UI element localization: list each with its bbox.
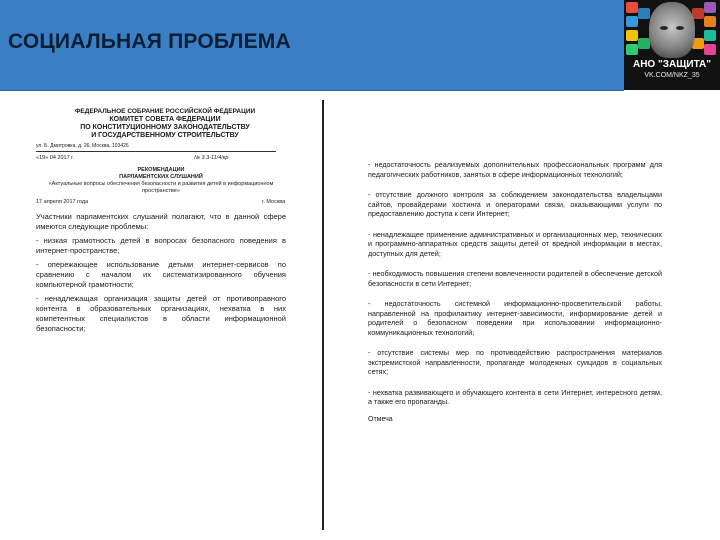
page-divider xyxy=(322,100,324,530)
document-paragraph: - нехватка развивающего и обучающего контента в сети Интернет, интересного детям, а также его пропаганды. xyxy=(368,387,662,406)
letterhead-line: КОМИТЕТ СОВЕТА ФЕДЕРАЦИИ xyxy=(109,116,221,123)
document-paragraph: - недостаточность системной информационно-просветительской работы, направленной на профилактику интернет-зависимости, информирование детей и родителей о безопасном поведении при использовании информационно-коммуникационных технологий; xyxy=(368,299,662,337)
document-reference xyxy=(36,155,292,165)
header-banner xyxy=(0,0,624,91)
letterhead-line: ФЕДЕРАЛЬНОЕ СОБРАНИЕ РОССИЙСКОЙ ФЕДЕРАЦИИ xyxy=(74,108,256,115)
slide-title: СОЦИАЛЬНАЯ ПРОБЛЕМА xyxy=(8,30,291,53)
document-paragraph: - необходимость повышения степени вовлеченности родителей в обеспечение детской безопасности в сети Интернет; xyxy=(368,269,662,288)
document-paragraph: Участники парламентских слушаний полагают, что в данной сфере имеются следующие проблемы: xyxy=(36,212,286,231)
organization-logo xyxy=(624,0,720,90)
document-paragraph: - ненадлежащее применение административных и организационных мер, технических и программно-аппаратных средств защиты детей от вредной информации в местах, доступных для детей; xyxy=(368,229,662,258)
document-paragraph: - ненадлежащая организация защиты детей от противоправного контента в образовательных организациях, нехватка в них компетентных специалистов в области информационной безопасности; xyxy=(36,294,286,333)
document-date-line xyxy=(36,199,292,208)
document-city: г. Москва xyxy=(262,199,286,205)
document-type: РЕКОМЕНДАЦИИ xyxy=(137,167,185,173)
child-face-image xyxy=(649,2,695,58)
document-paragraph: - низкая грамотность детей в вопросах безопасного поведения в интернет-пространстве; xyxy=(36,236,286,255)
document-paragraph: - опережающее использование детьми интернет-сервисов по сравнению с началом их систематизированного обучения компьютерной грамотности; xyxy=(36,260,286,289)
document-paragraph: - отсутствие должного контроля за соблюдением законодательства владельцами сайтов, провайдерами хостинга и операторами связи, оказывающими услуги по предоставлению доступа к сети Интернет; xyxy=(368,190,662,218)
document-reference-number: № 3.3-11/4/кр xyxy=(194,155,229,161)
document-heading xyxy=(30,167,292,195)
document-reference-date: «19» 04 2017 г. xyxy=(36,155,75,161)
document-paragraph: - недостаточность реализуемых дополнительных профессиональных программ для педагогических работников, занятых в сфере информационных технологий; xyxy=(368,160,662,179)
document-topic: «Актуальные вопросы обеспечения безопасности и развития детей в информационном пространстве» xyxy=(48,181,274,194)
document-subtype: ПАРЛАМЕНТСКИХ СЛУШАНИЙ xyxy=(119,174,203,180)
logo-name: АНО "ЗАЩИТА" xyxy=(632,59,712,70)
document-date: 17 апреля 2017 года xyxy=(36,199,89,205)
logo-subtitle: VK.COM/NKZ_35 xyxy=(644,72,700,79)
truncated-text: Отмеча xyxy=(368,415,393,422)
scanned-document-right xyxy=(368,160,662,490)
document-letterhead xyxy=(38,108,292,140)
letterhead-rule xyxy=(36,151,276,152)
document-paragraph: - отсутствие системы мер по противодействию распространения материалов экстремистской направленности, пропаганде молодежных суицидов в социальных сетях; xyxy=(368,348,662,376)
letterhead-line: ПО КОНСТИТУЦИОННОМУ ЗАКОНОДАТЕЛЬСТВУ xyxy=(80,124,250,131)
document-address: ул. Б. Дмитровка, д. 26, Москва, 103426 xyxy=(36,143,129,149)
scanned-document-left xyxy=(30,108,292,438)
letterhead-line: И ГОСУДАРСТВЕННОМУ СТРОИТЕЛЬСТВУ xyxy=(91,132,239,139)
